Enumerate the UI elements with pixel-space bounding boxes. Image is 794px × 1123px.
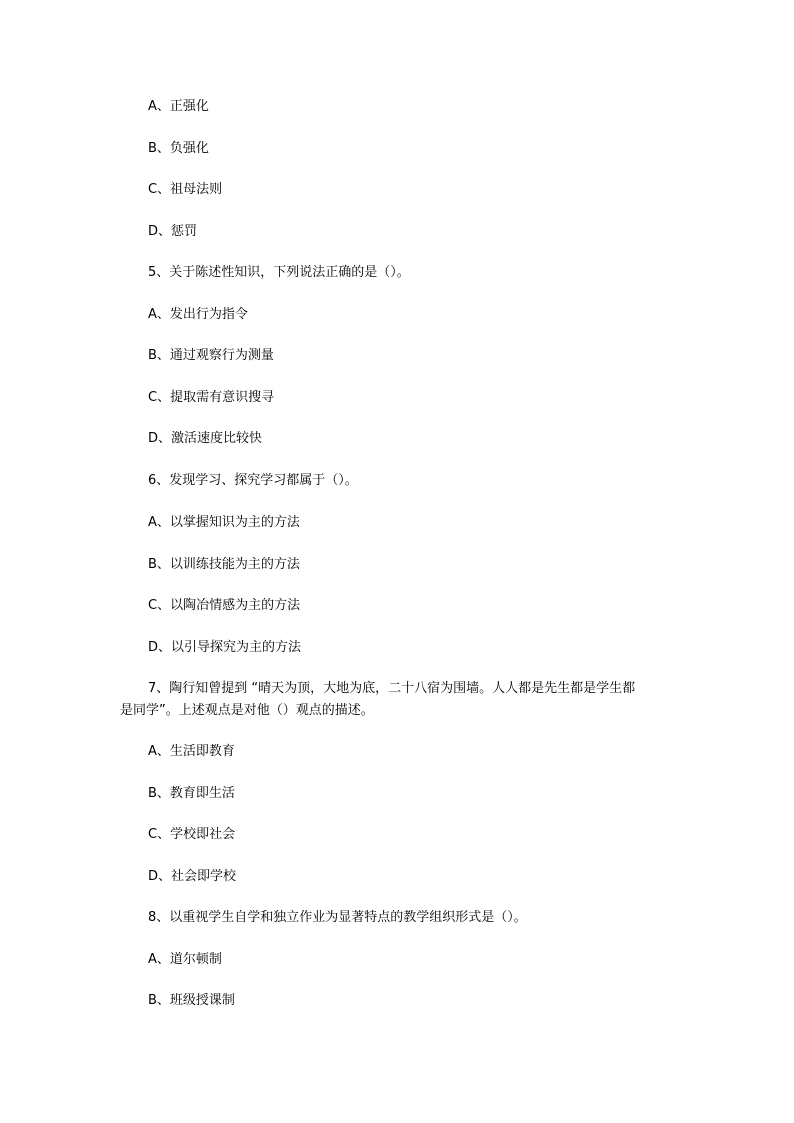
- q7-option-c: C、学校即社会: [148, 827, 236, 842]
- q7-option-a: A、生活即教育: [148, 744, 235, 759]
- q5-option-d: D、激活速度比较快: [148, 431, 263, 446]
- q4-option-a: A、正强化: [148, 99, 209, 114]
- q4-option-c: C、祖母法则: [148, 182, 223, 197]
- q4-option-d: D、惩罚: [148, 224, 198, 239]
- q5-stem: 5、关于陈述性知识，下列说法正确的是（）。: [148, 265, 410, 280]
- q7-stem-line1: 7、陶行知曾提到 “晴天为顶，大地为底，二十八宿为围墙。人人都是先生都是学生都: [148, 681, 636, 696]
- q5-option-a: A、发出行为指令: [148, 307, 248, 322]
- q8-option-b: B、班级授课制: [148, 993, 235, 1008]
- q6-stem: 6、发现学习、探究学习都属于（）。: [148, 473, 358, 488]
- q6-option-a: A、以掌握知识为主的方法: [148, 515, 300, 530]
- q8-option-a: A、道尔顿制: [148, 952, 222, 967]
- q6-option-b: B、以训练技能为主的方法: [148, 557, 300, 572]
- q5-option-c: C、提取需有意识搜寻: [148, 390, 275, 405]
- q6-option-c: C、以陶冶情感为主的方法: [148, 598, 301, 613]
- q5-option-b: B、通过观察行为测量: [148, 348, 274, 363]
- q7-option-b: B、教育即生活: [148, 786, 235, 801]
- q6-option-d: D、以引导探究为主的方法: [148, 640, 302, 655]
- q7-option-d: D、社会即学校: [148, 869, 237, 884]
- q4-option-b: B、负强化: [148, 141, 209, 156]
- q8-stem: 8、以重视学生自学和独立作业为显著特点的教学组织形式是（）。: [148, 910, 527, 925]
- q7-stem-line2: 是同学”。上述观点是对他（）观点的描述。: [120, 703, 374, 718]
